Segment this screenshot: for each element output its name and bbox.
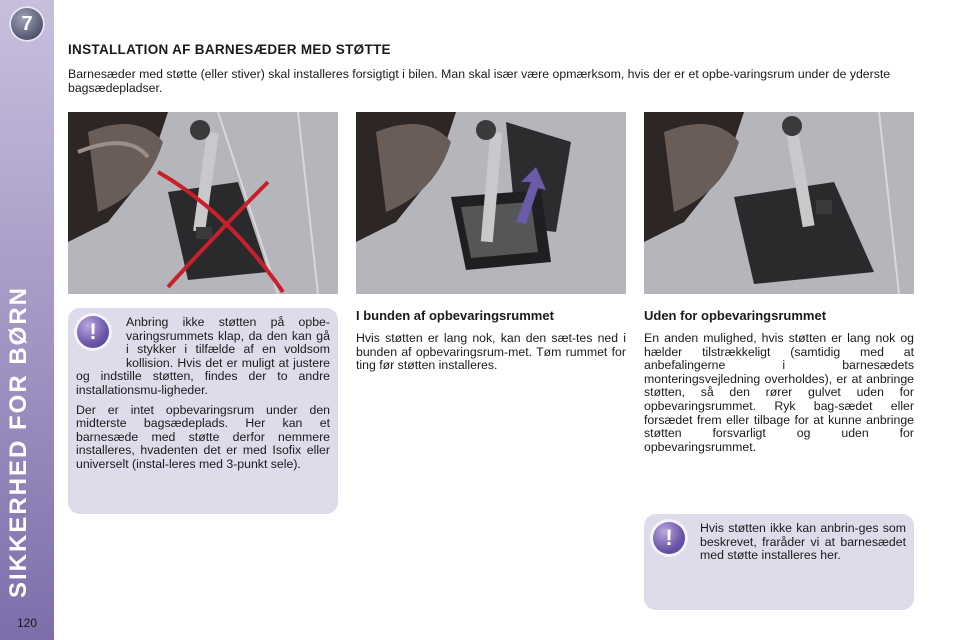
warning-text-1: Anbring ikke støtten på opbe-varingsrummets klap, da den kan gå i stykker i tilfælde af en voldsom kollision. Hvis det er muligt at justere og indstille støtten, findes der to andre installationsmu-ligheder. xyxy=(76,315,330,397)
photo-inside-storage xyxy=(356,112,626,294)
warning-text-2: Der er intet opbevaringsrum under den midterste bagsædeplads. Her kan et barnesæde med støtte derfor nemmere installeres, hvadenten det er med Isofix eller universelt (instal-leres med 3-punkt sele). xyxy=(76,402,330,471)
exclamation-icon: ! xyxy=(653,522,685,554)
warning-box-right xyxy=(644,514,914,610)
intro-text: Barnesæder med støtte (eller stiver) skal installeres forsigtigt i bilen. Man skal især være opmærksom, hvis der er et opbe-varingsrum under de yderste bagsædepladser. xyxy=(68,67,891,95)
chapter-sidebar xyxy=(0,0,54,640)
section-heading-outside: Uden for opbevaringsrummet xyxy=(644,308,827,323)
section-body-inside: Hvis støtten er lang nok, kan den sæt-tes ned i bunden af opbevaringsrum-met. Tøm rummet for ting før støtten installeres. xyxy=(356,331,626,373)
warning-text-right: Hvis støtten ikke kan anbrin-ges som beskrevet, fraråder vi at barnesædet med støtte installeres her. xyxy=(700,521,906,563)
chapter-icon: 7 xyxy=(9,6,45,42)
page-title: INSTALLATION AF BARNESÆDER MED STØTTE xyxy=(68,42,391,57)
section-body-outside: En anden mulighed, hvis støtten er lang nok og hælder tilstrækkeligt (samtidig med at anbefalingerne i barnesædets monteringsvejledning overholdes), er at anbringe støtten, så den rører gulvet uden for opbevaringsrummet. Ryk bag-sædet eller forsædet frem eller tilbage for at kunne anbringe støtten forsvarligt og uden for opbevaringsrummet. xyxy=(644,331,914,454)
warning-box-left xyxy=(68,308,338,514)
chapter-title: SIKKERHED FOR BØRN xyxy=(5,285,32,598)
page-number: 120 xyxy=(16,616,38,630)
photo-outside-storage xyxy=(644,112,914,294)
section-heading-inside: I bunden af opbevaringsrummet xyxy=(356,308,554,323)
photo-wrong-placement xyxy=(68,112,338,294)
exclamation-icon: ! xyxy=(77,316,109,348)
